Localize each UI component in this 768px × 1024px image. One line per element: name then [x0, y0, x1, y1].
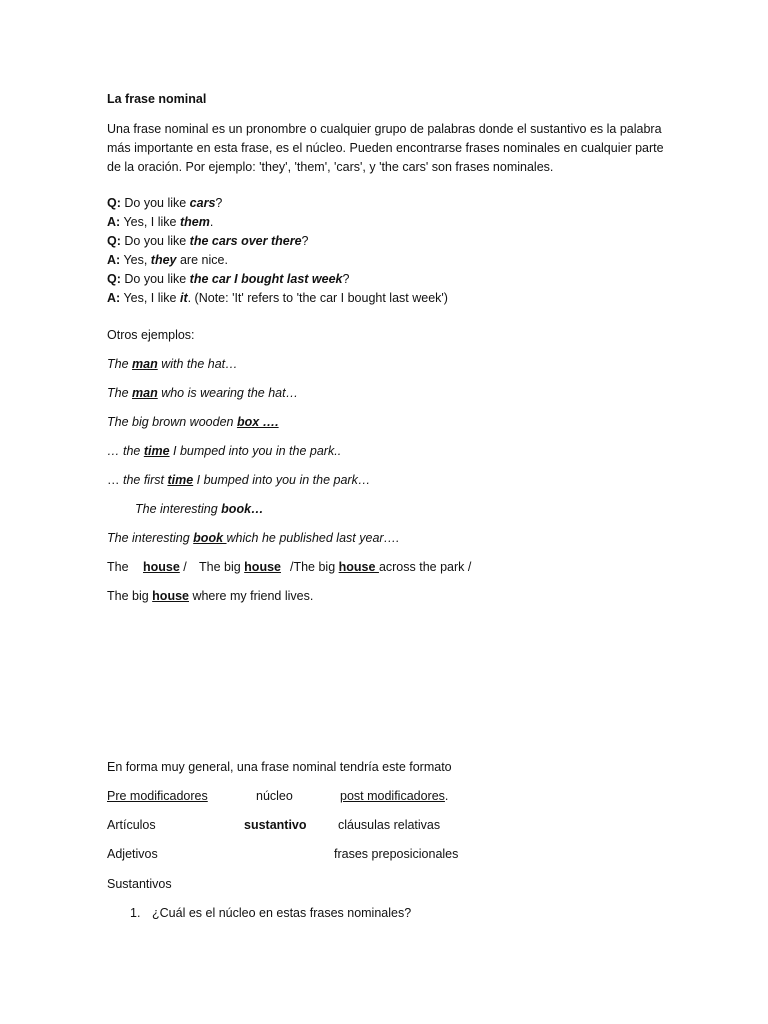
example-line — [107, 413, 279, 432]
example-text: The big — [107, 589, 153, 603]
dialogue-text: Yes, I like — [120, 215, 180, 229]
example-line — [135, 500, 264, 519]
intro-paragraph: Una frase nominal es un pronombre o cualquier grupo de palabras donde el sustantivo es la palabra más importante en esta frase, es el núcleo. Pueden encontrarse frases nominales en cualquier parte de la oración. Por ejemplo: 'they', 'them', 'cars', y 'the cars' son frases nominales. — [107, 122, 664, 174]
dialogue-text: are nice. — [176, 253, 228, 267]
pre-modifiers-header: Pre modificadores — [107, 789, 208, 803]
dialogue-text: . (Note: 'It' refers to 'the car I bought last week') — [187, 291, 448, 305]
dialogue-line — [107, 213, 213, 232]
dialogue-text: Do you like — [120, 196, 190, 210]
noun-head: man — [132, 386, 158, 400]
example-text: where my friend lives. — [188, 589, 314, 603]
noun-phrase: them — [179, 215, 210, 229]
dialogue-text: Yes, I like — [120, 291, 180, 305]
speaker-label: A: — [107, 253, 121, 267]
noun-head: book… — [221, 502, 264, 516]
noun-head: house — [244, 560, 281, 574]
noun-head: house — [143, 560, 180, 574]
table-cell: frases preposicionales — [334, 847, 459, 861]
noun-head: time — [167, 473, 194, 487]
dialogue-text: ? — [215, 196, 223, 210]
noun-phrase: cars — [189, 196, 216, 210]
example-text: The interesting — [107, 531, 194, 545]
table-cell: sustantivo — [244, 818, 307, 832]
example-text: I bumped into you in the park… — [193, 473, 371, 487]
example-text: / — [179, 560, 187, 574]
example-text: The big brown wooden — [107, 415, 237, 429]
speaker-label: Q: — [107, 234, 121, 248]
example-text: who is wearing the hat… — [157, 386, 299, 400]
example-text: The big — [199, 560, 245, 574]
dialogue-text: . — [209, 215, 214, 229]
dialogue-text: Do you like — [120, 272, 190, 286]
example-text: The — [107, 386, 133, 400]
post-modifiers-label: post modificadores — [340, 789, 445, 803]
dialogue-text: Do you like — [120, 234, 190, 248]
example-line-segment — [290, 558, 471, 577]
post-modifiers-header — [340, 787, 448, 806]
format-intro: En forma muy general, una frase nominal tendría este formato — [107, 760, 452, 774]
table-cell: cláusulas relativas — [338, 818, 441, 832]
noun-head: time — [143, 444, 170, 458]
table-cell: Artículos — [107, 818, 156, 832]
noun-head: box …. — [236, 415, 279, 429]
dialogue-line — [107, 194, 222, 213]
dialogue-line — [107, 289, 448, 308]
dialogue-text: ? — [301, 234, 309, 248]
example-line — [107, 442, 341, 461]
speaker-label: Q: — [107, 196, 121, 210]
table-cell: Sustantivos — [107, 877, 172, 891]
example-line: The — [107, 560, 129, 574]
question-number: 1. — [130, 906, 141, 920]
example-line-segment — [199, 558, 281, 577]
noun-phrase: it — [179, 291, 188, 305]
noun-phrase: the cars over there — [189, 234, 302, 248]
example-line — [107, 529, 400, 548]
example-text: The — [107, 357, 133, 371]
example-text: the first — [122, 473, 168, 487]
speaker-label: A: — [107, 215, 121, 229]
example-line — [107, 587, 313, 606]
noun-head: man — [132, 357, 158, 371]
example-line-segment — [143, 558, 187, 577]
noun-head: house — [338, 560, 379, 574]
otros-ejemplos-label: Otros ejemplos: — [107, 328, 195, 342]
question-text: ¿Cuál es el núcleo en estas frases nominales? — [152, 906, 412, 920]
example-text: The interesting — [135, 502, 222, 516]
speaker-label: A: — [107, 291, 121, 305]
noun-head: book — [193, 531, 227, 545]
nucleo-header: núcleo — [256, 789, 293, 803]
noun-head: house — [152, 589, 189, 603]
dialogue-text: Yes, — [120, 253, 151, 267]
example-text: which he published last year…. — [226, 531, 400, 545]
example-line — [107, 384, 298, 403]
example-text: I bumped into you in the park.. — [169, 444, 342, 458]
period: . — [444, 789, 449, 803]
noun-phrase: they — [150, 253, 177, 267]
speaker-label: Q: — [107, 272, 121, 286]
example-text: across the park / — [378, 560, 472, 574]
example-line — [107, 355, 238, 374]
dialogue-line — [107, 270, 349, 289]
example-text: with the hat… — [157, 357, 238, 371]
example-text: … the — [107, 444, 144, 458]
ellipsis-text: … — [107, 473, 123, 487]
dialogue-line — [107, 251, 228, 270]
example-line — [107, 471, 370, 490]
dialogue-line — [107, 232, 308, 251]
example-text: /The big — [290, 560, 339, 574]
table-cell: Adjetivos — [107, 847, 158, 861]
noun-phrase: the car I bought last week — [189, 272, 343, 286]
document-title: La frase nominal — [107, 92, 207, 106]
dialogue-text: ? — [342, 272, 350, 286]
